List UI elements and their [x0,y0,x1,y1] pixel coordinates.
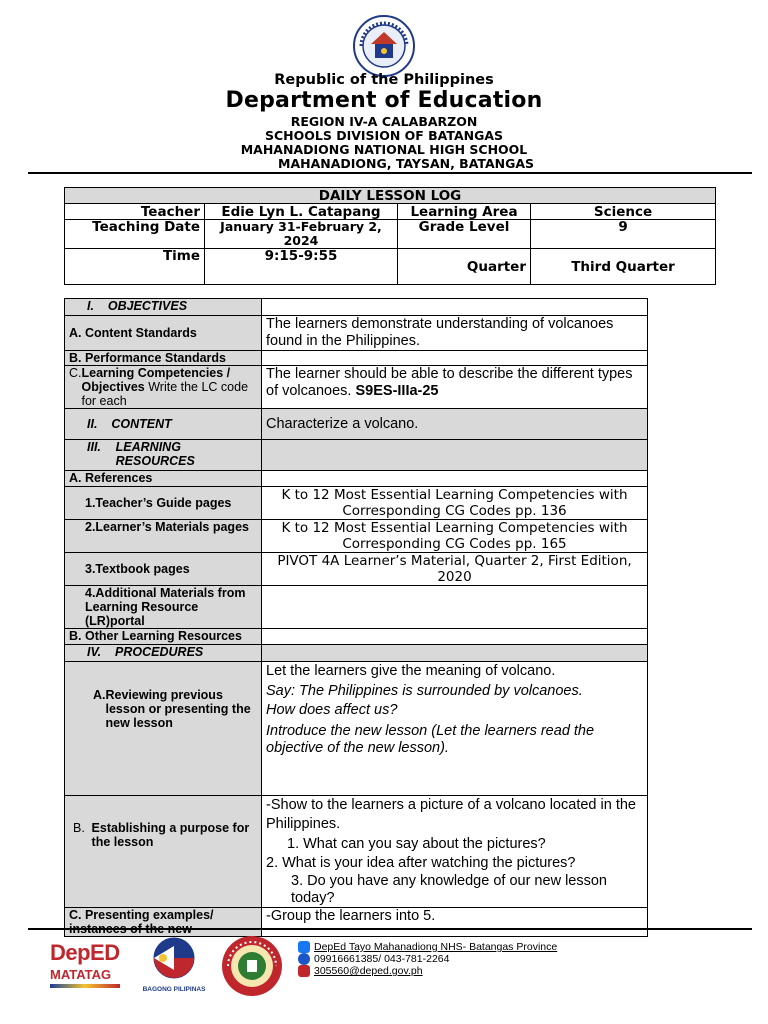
republic-line: Republic of the Philippines [274,72,494,88]
competencies-text: The learner should be able to describe the different types of volcanoes. [266,366,633,399]
email-icon [298,965,310,977]
purpose-line-2: 1. What can you say about the pictures? [287,835,546,852]
address-line: MAHANADIONG, TAYSAN, BATANGAS [278,156,535,171]
facebook-link[interactable]: DepEd Tayo Mahanadiong NHS- Batangas Province [314,941,558,953]
teacher-value: Edie Lyn L. Catapang [205,204,398,220]
procedures-value-cell [262,645,648,662]
objectives-number: I. [87,299,94,313]
dll-title: DAILY LESSON LOG [65,188,716,204]
content-standards-label: A. Content Standards [65,316,262,351]
phone-contact [298,953,449,965]
review-value-cell [262,662,648,796]
review-line-2: Say: The Philippines is surrounded by volcanoes. [266,682,583,699]
email-contact[interactable] [298,965,423,977]
learning-area-label: Learning Area [398,204,531,220]
review-letter: A. [93,688,106,702]
other-resources-value [262,629,648,645]
procedures-label: PROCEDURES [115,645,204,659]
competencies-letter: C. [69,366,82,380]
textbook-value: PIVOT 4A Learner’s Material, Quarter 2, First Edition, 2020 [262,553,648,586]
references-label: A. References [65,471,262,487]
competencies-note: Write the LC code for each [81,380,249,408]
school-seal-logo [220,934,284,998]
deped-matatag-logo [50,934,126,990]
purpose-label-cell [65,796,262,908]
competencies-label: Learning Competencies / Objectives [81,366,231,394]
competencies-value-cell [262,366,648,409]
time-value: 9:15-9:55 [205,249,398,285]
purpose-line-4: 3. Do you have any knowledge of our new lesson today? [291,873,607,907]
daily-lesson-log-table [64,187,716,285]
deped-logo-text: DepED [50,940,120,965]
competencies-code: S9ES-IIIa-25 [355,383,439,399]
procedures-number: IV. [87,645,102,659]
purpose-line-1: -Show to the learners a picture of a volcano located in the Philippines. [266,797,636,833]
review-line-3: How does affect us? [266,702,398,718]
procedures-header [65,645,262,662]
lesson-plan-table [64,298,648,937]
purpose-letter: B. [73,821,85,835]
content-number: II. [87,417,98,431]
purpose-label: Establishing a purpose for the lesson [91,821,250,849]
division-line: SCHOOLS DIVISION OF BATANGAS [264,128,504,143]
phone-number: 09916661385/ 043-781-2264 [314,953,450,965]
examples-label: C. Presenting examples/ [65,908,262,937]
grade-level-label: Grade Level [398,220,531,249]
review-label-cell [65,662,262,796]
textbook-label: 3.Textbook pages [65,553,262,586]
resources-number: III. [87,440,101,454]
teaching-date-value: January 31-February 2, 2024 [205,220,398,249]
objectives-label: OBJECTIVES [107,299,188,313]
time-label: Time [65,249,205,285]
header-divider [28,172,752,174]
other-resources-label: B. Other Learning Resources [65,629,262,645]
examples-value: -Group the learners into 5. [262,908,648,937]
learners-materials-value: K to 12 Most Essential Learning Competencies with Corresponding CG Codes pp. 165 [262,520,648,553]
teachers-guide-value: K to 12 Most Essential Learning Competencies with Corresponding CG Codes pp. 136 [262,487,648,520]
quarter-label: Quarter [398,249,531,285]
facebook-icon [298,941,310,953]
phone-icon [298,953,310,965]
email-link[interactable]: 305560@deped.gov.ph [314,965,423,977]
resources-label: LEARNING RESOURCES [115,440,195,468]
footer-divider [28,928,752,930]
objectives-header [65,299,262,316]
review-line-4: Introduce the new lesson (Let the learners read the objective of the new lesson). [266,722,595,756]
review-label: Reviewing previous lesson or presenting the new lesson [105,688,251,730]
grade-level-value: 9 [531,220,716,249]
learners-materials-label: 2.Learner’s Materials pages [65,520,262,553]
performance-standards-value [262,351,648,366]
review-line-1: Let the learners give the meaning of volcano. [266,663,556,679]
learning-area-value: Science [531,204,716,220]
resources-header [65,440,262,471]
additional-materials-value [262,586,648,629]
region-line: REGION IV-A CALABARZON [290,114,478,129]
performance-standards-label: B. Performance Standards [65,351,262,366]
school-line: MAHANADIONG NATIONAL HIGH SCHOOL [240,142,528,157]
purpose-line-3: 2. What is your idea after watching the pictures? [266,854,576,871]
teacher-label: Teacher [65,204,205,220]
deped-seal-logo [349,14,419,78]
quarter-value: Third Quarter [531,249,716,285]
bagong-pilipinas-logo [136,934,212,994]
content-standards-value: The learners demonstrate understanding of volcanoes found in the Philippines. [262,316,648,351]
competencies-label-cell [65,366,262,409]
objectives-value-cell [262,299,648,316]
matatag-logo-text: MATATAG [50,967,112,982]
content-label: CONTENT [111,417,172,431]
content-value: Characterize a volcano. [262,409,648,440]
references-value-cell [262,471,648,487]
teaching-date-label: Teaching Date [65,220,205,249]
teachers-guide-label: 1.Teacher’s Guide pages [65,487,262,520]
bagong-pilipinas-text: BAGONG PILIPINAS [142,986,206,993]
resources-value-cell [262,440,648,471]
content-header [65,409,262,440]
facebook-contact[interactable] [298,941,557,953]
purpose-value-cell [262,796,648,908]
department-title: Department of Education [225,88,543,113]
additional-materials-label: 4.Additional Materials from Learning Resource (LR)portal [65,586,262,629]
